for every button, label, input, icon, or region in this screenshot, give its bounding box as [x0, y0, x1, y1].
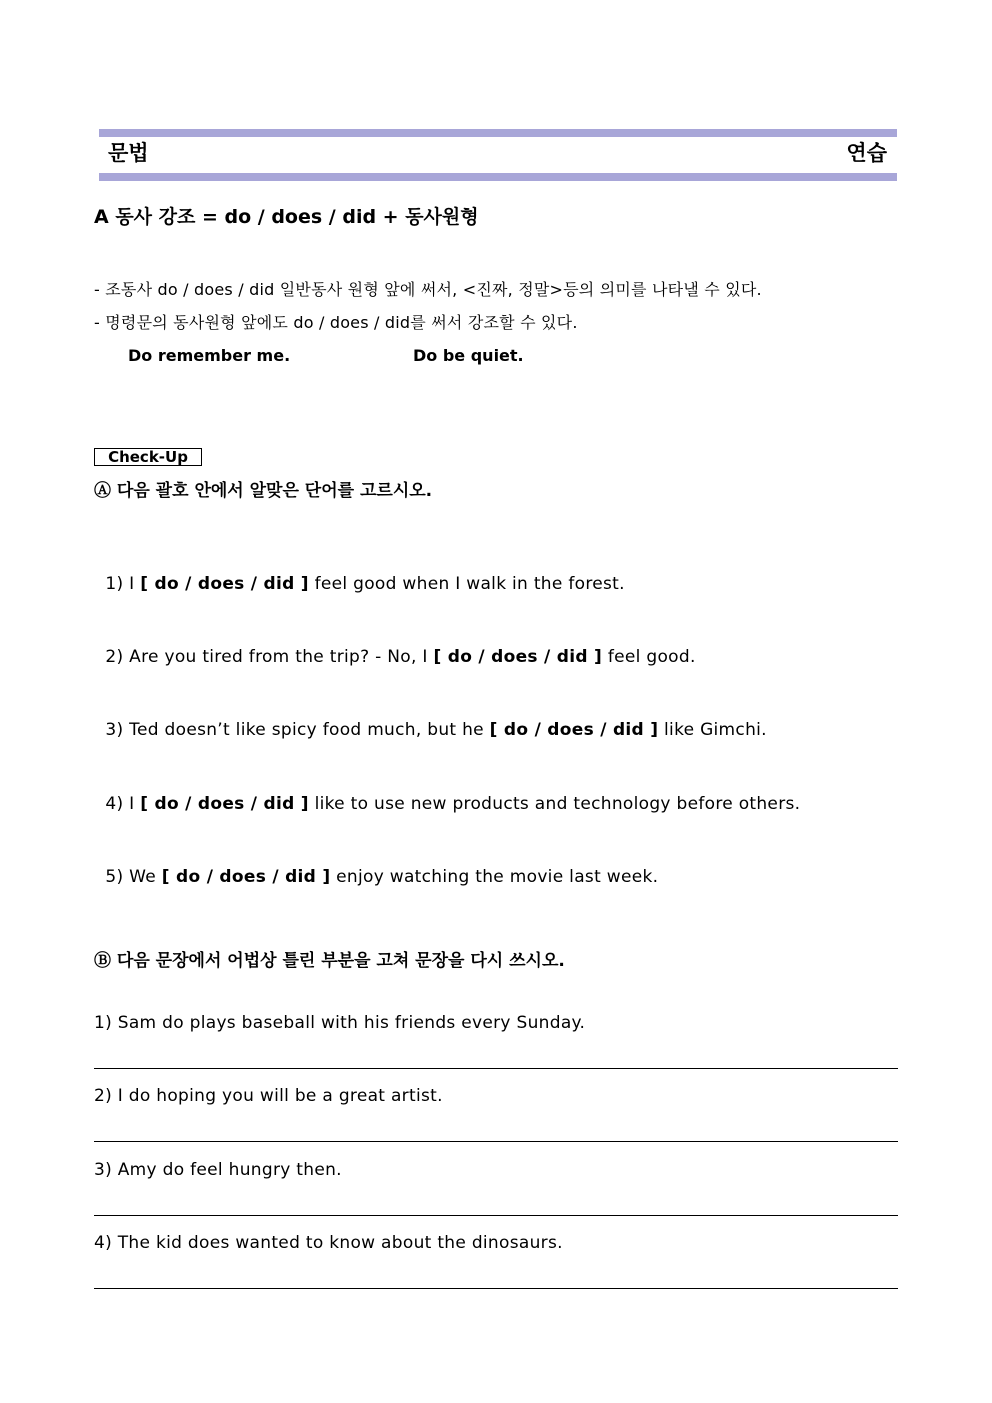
question-suffix: feel good.	[602, 647, 696, 667]
question-suffix: like Gimchi.	[658, 720, 767, 740]
choice-options[interactable]: [ do / does / did ]	[433, 647, 603, 667]
choice-options[interactable]: [ do / does / did ]	[489, 720, 659, 740]
header-top-bar	[99, 129, 897, 137]
question-prefix: 5) We	[105, 867, 162, 887]
example-sentence: Do be quiet.	[413, 346, 524, 365]
rule-bullet: - 조동사 do / does / did 일반동사 원형 앞에 써서, <진짜, 정말>등의 의미를 나타낼 수 있다.	[94, 280, 762, 299]
correction-question: 2) I do hoping you will be a great artist.	[94, 1086, 443, 1106]
correction-question: 3) Amy do feel hungry then.	[94, 1160, 342, 1180]
question-prefix: 3) Ted doesn’t like spicy food much, but he	[105, 720, 490, 740]
rule-bullet: - 명령문의 동사원형 앞에도 do / does / did를 써서 강조할 수 있다.	[94, 313, 578, 332]
correction-question: 4) The kid does wanted to know about the dinosaurs.	[94, 1233, 563, 1253]
choice-options[interactable]: [ do / does / did ]	[140, 794, 309, 814]
correction-question: 1) Sam do plays baseball with his friends every Sunday.	[94, 1013, 586, 1033]
choice-question	[94, 548, 625, 596]
answer-line[interactable]	[94, 1288, 898, 1289]
example-sentence: Do remember me.	[128, 346, 291, 365]
part-a-instruction: Ⓐ 다음 괄호 안에서 알맞은 단어를 고르시오.	[94, 481, 433, 501]
header-right-title: 연습	[846, 141, 887, 165]
choice-question	[94, 841, 658, 889]
answer-line[interactable]	[94, 1215, 898, 1216]
question-prefix: 2) Are you tired from the trip? - No, I	[105, 647, 434, 667]
choice-options[interactable]: [ do / does / did ]	[161, 867, 331, 887]
question-prefix: 1) I	[105, 574, 141, 594]
part-b-instruction: Ⓑ 다음 문장에서 어법상 틀린 부분을 고쳐 문장을 다시 쓰시오.	[94, 951, 565, 971]
answer-line[interactable]	[94, 1068, 898, 1069]
question-suffix: enjoy watching the movie last week.	[330, 867, 659, 887]
choice-question	[94, 621, 696, 669]
header-bottom-bar	[99, 173, 897, 181]
choice-options[interactable]: [ do / does / did ]	[140, 574, 309, 594]
question-prefix: 4) I	[105, 794, 141, 814]
header-left-title: 문법	[108, 141, 149, 165]
answer-line[interactable]	[94, 1141, 898, 1142]
checkup-label: Check-Up	[94, 448, 202, 466]
section-title: A 동사 강조 = do / does / did + 동사원형	[94, 206, 479, 228]
choice-question	[94, 768, 800, 816]
choice-question	[94, 694, 767, 742]
question-suffix: feel good when I walk in the forest.	[308, 574, 625, 594]
question-suffix: like to use new products and technology before others.	[308, 794, 801, 814]
